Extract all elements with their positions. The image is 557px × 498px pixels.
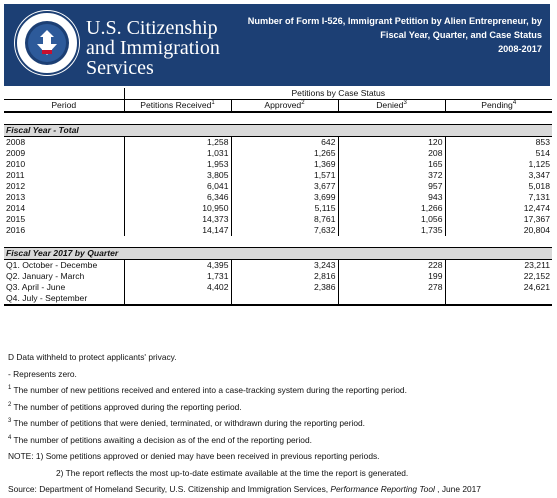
source-line: Source: Department of Homeland Security, U.S. Citizenship and Immigration Services, Performance Reporting Tool , June 2017	[8, 484, 481, 494]
table-row	[4, 225, 552, 236]
period-cell: 2008	[6, 137, 26, 147]
period-cell: Q1. October - Decembe	[6, 260, 98, 270]
denied-cell: 943	[338, 192, 445, 203]
note-withheld: D Data withheld to protect applicants' privacy.	[8, 352, 177, 362]
report-title	[242, 14, 542, 56]
pending-cell: 23,211	[445, 260, 552, 272]
col-header-pending: Pending$^4$	[445, 100, 552, 113]
agency-line: Services	[86, 57, 154, 79]
approved-cell: 3,699	[231, 192, 338, 203]
period-cell: Q4. July - September	[4, 293, 124, 305]
denied-cell: 208	[338, 148, 445, 159]
petitions-table	[4, 88, 552, 306]
agency-line: U.S. Citizenship	[86, 17, 218, 39]
table-row	[4, 293, 552, 305]
section-fy2017-quarters: Fiscal Year 2017 by Quarter	[4, 248, 552, 260]
pending-cell: 20,804	[445, 225, 552, 236]
table-row	[4, 181, 552, 192]
period-cell: 2015	[6, 214, 26, 224]
table-row	[4, 260, 552, 272]
col-header-denied: Denied$^3$	[338, 100, 445, 113]
section-fiscal-year-total: Fiscal Year - Total	[4, 125, 552, 137]
period-cell: 2009	[6, 148, 26, 158]
received-cell: 4,395	[124, 260, 231, 272]
received-cell	[124, 293, 231, 305]
agency-line: and Immigration	[86, 37, 220, 59]
period-cell: 2013	[6, 192, 26, 202]
received-cell: 1,031	[124, 148, 231, 159]
denied-cell: 278	[338, 282, 445, 293]
denied-cell: 199	[338, 271, 445, 282]
pending-cell: 24,621	[445, 282, 552, 293]
col-header-received: Petitions Received$^1$	[124, 100, 231, 113]
note-2: 2) The report reflects the most up-to-date estimate available at the time the report is generated.	[56, 467, 409, 478]
period-cell: 2011	[6, 170, 25, 180]
table-row	[4, 170, 552, 181]
note-zero: - Represents zero.	[8, 368, 77, 379]
pending-cell: 22,152	[445, 271, 552, 282]
agency-name	[86, 18, 220, 78]
group-header: Petitions by Case Status	[124, 88, 552, 100]
table-row	[4, 137, 552, 149]
period-cell: 2012	[6, 181, 26, 191]
footnote-4: $^4$ The number of petitions awaiting a decision as of the end of the reporting period.	[8, 434, 312, 445]
table-row	[4, 282, 552, 293]
report-title-line: Fiscal Year, Quarter, and Case Status	[380, 30, 542, 40]
approved-cell: 7,632	[231, 225, 338, 236]
received-cell: 1,731	[124, 271, 231, 282]
approved-cell: 1,265	[231, 148, 338, 159]
received-cell: 14,147	[124, 225, 231, 236]
approved-cell: 3,243	[231, 260, 338, 272]
pending-cell: 17,367	[445, 214, 552, 225]
dhs-seal-icon	[14, 10, 80, 76]
pending-cell: 3,347	[445, 170, 552, 181]
approved-cell	[231, 293, 338, 305]
received-cell: 6,041	[124, 181, 231, 192]
period-header: Period	[4, 100, 124, 113]
approved-cell: 2,386	[231, 282, 338, 293]
denied-cell: 228	[338, 260, 445, 272]
col-header-approved: Approved$^2$	[231, 100, 338, 113]
received-cell: 10,950	[124, 203, 231, 214]
period-cell: Q3. April - June	[6, 282, 66, 292]
denied-cell: 1,735	[338, 225, 445, 236]
approved-cell: 642	[231, 137, 338, 149]
received-cell: 1,953	[124, 159, 231, 170]
period-cell: 2016	[6, 225, 26, 235]
period-cell: Q2. January - March	[6, 271, 85, 281]
report-title-line: 2008-2017	[498, 44, 542, 54]
received-cell: 14,373	[124, 214, 231, 225]
received-cell: 4,402	[124, 282, 231, 293]
received-cell: 6,346	[124, 192, 231, 203]
footnote-3: $^3$ The number of petitions that were denied, terminated, or withdrawn during the reporting period.	[8, 418, 366, 428]
denied-cell: 165	[338, 159, 445, 170]
approved-cell: 1,369	[231, 159, 338, 170]
denied-cell: 1,056	[338, 214, 445, 225]
denied-cell: 120	[338, 137, 445, 149]
denied-cell: 372	[338, 170, 445, 181]
period-cell: 2014	[6, 203, 26, 213]
pending-cell: 12,474	[445, 203, 552, 214]
table-row	[4, 192, 552, 203]
table-row	[4, 203, 552, 214]
table-row	[4, 214, 552, 225]
report-title-line: Number of Form I-526, Immigrant Petition by Alien Entrepreneur, by	[247, 16, 542, 26]
pending-cell: 514	[445, 148, 552, 159]
pending-cell: 853	[445, 137, 552, 149]
approved-cell: 5,115	[231, 203, 338, 214]
received-cell: 1,258	[124, 137, 231, 149]
denied-cell	[338, 293, 445, 305]
note-1: NOTE: 1) Some petitions approved or denied may have been received in previous reporting periods.	[8, 451, 380, 461]
approved-cell: 1,571	[231, 170, 338, 181]
footnote-2: $^2$ The number of petitions approved during the reporting period.	[8, 401, 242, 412]
approved-cell: 2,816	[231, 271, 338, 282]
header-banner	[4, 4, 550, 86]
pending-cell: 7,131	[445, 192, 552, 203]
table-row	[4, 148, 552, 159]
footnotes	[8, 349, 548, 498]
approved-cell: 3,677	[231, 181, 338, 192]
approved-cell: 8,761	[231, 214, 338, 225]
received-cell: 3,805	[124, 170, 231, 181]
period-cell: 2010	[6, 159, 26, 169]
footnote-1: $^1$ The number of new petitions received and entered into a case-tracking system during the reporting period.	[8, 385, 407, 395]
denied-cell: 957	[338, 181, 445, 192]
table-row	[4, 271, 552, 282]
denied-cell: 1,266	[338, 203, 445, 214]
pending-cell: 5,018	[445, 181, 552, 192]
pending-cell	[445, 293, 552, 305]
pending-cell: 1,125	[445, 159, 552, 170]
table-row	[4, 159, 552, 170]
